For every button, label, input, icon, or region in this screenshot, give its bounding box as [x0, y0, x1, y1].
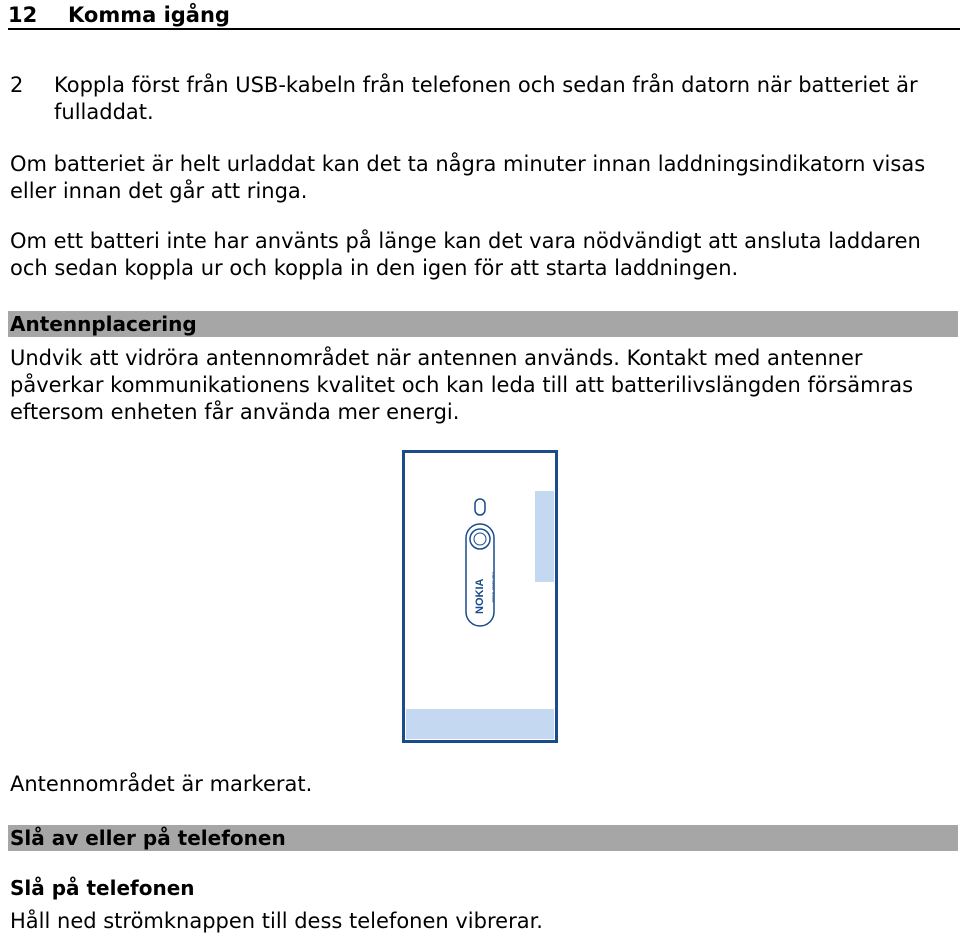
subheading-power-on: Slå på telefonen	[10, 876, 195, 900]
paragraph-antenna: Undvik att vidröra antennområdet när antennen används. Kontakt med antenner påverkar kommunikationens kvalitet och kan leda till att batterilivslängden försämras eftersom enheten får använda mer energi.	[10, 346, 914, 424]
phone-back-illustration	[402, 450, 558, 743]
camera-small-text: Carl Zeiss Tessar	[491, 572, 496, 603]
antenna-area-bottom	[406, 709, 554, 739]
figure-caption: Antennområdet är markerat.	[10, 772, 313, 796]
step-2	[10, 72, 955, 126]
section-heading-power: Slå av eller på telefonen	[8, 825, 958, 851]
section-heading-antenna: Antennplacering	[8, 311, 958, 337]
paragraph-power-on: Håll ned strömknappen till dess telefonen vibrerar.	[10, 909, 543, 933]
page-header	[8, 2, 960, 30]
phone-back-svg	[402, 450, 558, 743]
brand-logo-text: NOKIA	[474, 578, 486, 614]
page-number: 12	[8, 3, 38, 27]
paragraph-battery-unused: Om ett batteri inte har använts på länge kan det vara nödvändigt att ansluta laddaren och sedan koppla ur och koppla in den igen för att starta laddningen.	[10, 229, 921, 280]
step-number: 2	[10, 73, 24, 97]
antenna-area-side	[535, 491, 554, 582]
paragraph-battery-empty: Om batteriet är helt urladdat kan det ta några minuter innan laddningsindikatorn visas eller innan det går att ringa.	[10, 152, 926, 203]
chapter-title: Komma igång	[68, 3, 230, 27]
step-text: Koppla först från USB-kabeln från telefonen och sedan från datorn när batteriet är fulladdat.	[54, 73, 918, 124]
